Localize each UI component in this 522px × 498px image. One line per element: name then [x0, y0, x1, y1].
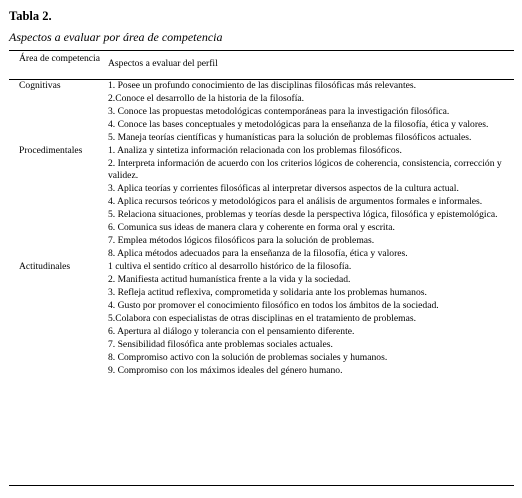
category-label: Actitudinales [19, 260, 71, 272]
list-item: 5.Colabora con especialistas de otras disciplinas en el tratamiento de problemas. [108, 312, 416, 324]
category-label: Procedimentales [19, 145, 83, 156]
list-item: 2. Manifiesta actitud humanística frente a la vida y la sociedad. [108, 273, 351, 285]
list-item: 5. Relaciona situaciones, problemas y teorías desde la perspectiva lógica, filosófica y epistemológica. [108, 208, 498, 220]
list-item: 3. Aplica teorías y corrientes filosóficas al interpretar diversos aspectos de la cultura actual. [108, 182, 459, 194]
group-procedimentales [0, 145, 522, 259]
list-item: 1. Analiza y sintetiza información relacionada con los problemas filosóficos. [108, 145, 402, 156]
list-item: 4. Gusto por promover el conocimiento filosófico en todos los ámbitos de la sociedad. [108, 299, 439, 311]
group-cognitivas [0, 80, 522, 144]
header-area: Área de competencia [19, 53, 100, 64]
item-list [108, 261, 508, 377]
list-item: 6. Apertura al diálogo y tolerancia con el pensamiento diferente. [108, 325, 355, 337]
list-item: 7. Emplea métodos lógicos filosóficos para la solución de problemas. [108, 234, 375, 246]
list-item: 7. Sensibilidad filosófica ante problemas sociales actuales. [108, 338, 333, 350]
list-item: 9. Compromiso con los máximos ideales del género humano. [108, 364, 343, 376]
table-subtitle: Aspectos a evaluar por área de competencia [9, 30, 223, 44]
list-item: 4. Conoce las bases conceptuales y metodológicas para la enseñanza de la filosofía, ética y valores. [108, 119, 489, 130]
header-aspects: Aspectos a evaluar del perfil [108, 58, 218, 69]
list-item: 8. Compromiso activo con la solución de problemas sociales y humanos. [108, 351, 388, 363]
list-item: 6. Comunica sus ideas de manera clara y coherente en forma oral y escrita. [108, 221, 395, 233]
list-item: 8. Aplica métodos adecuados para la enseñanza de la filosofía, ética y valores. [108, 247, 408, 259]
list-item: 3. Conoce las propuestas metodológicas contemporáneas para la investigación filosófica. [108, 106, 450, 117]
list-item: 2.Conoce el desarrollo de la historia de la filosofía. [108, 93, 305, 104]
table-title: Tabla 2. [9, 9, 52, 23]
list-item: 1. Posee un profundo conocimiento de las disciplinas filosóficas más relevantes. [108, 80, 416, 91]
top-rule [9, 50, 514, 51]
list-item: 1 cultiva el sentido crítico al desarrollo histórico de la filosofía. [108, 260, 352, 272]
group-actitudinales [0, 261, 522, 377]
list-item: 2. Interpreta información de acuerdo con los criterios lógicos de coherencia, consistencia, corrección y validez. [108, 158, 502, 181]
bottom-rule [9, 485, 514, 486]
item-list [108, 80, 508, 144]
table-body [0, 80, 522, 378]
list-item: 4. Aplica recursos teóricos y metodológicos para el análisis de argumentos formales e informales. [108, 195, 483, 207]
list-item: 5. Maneja teorías científicas y humanísticas para la solución de problemas filosóficos actuales. [108, 132, 472, 143]
item-list [108, 145, 508, 259]
list-item: 3. Refleja actitud reflexiva, comprometida y solidaria ante los problemas humanos. [108, 286, 427, 298]
category-label: Cognitivas [19, 80, 61, 91]
